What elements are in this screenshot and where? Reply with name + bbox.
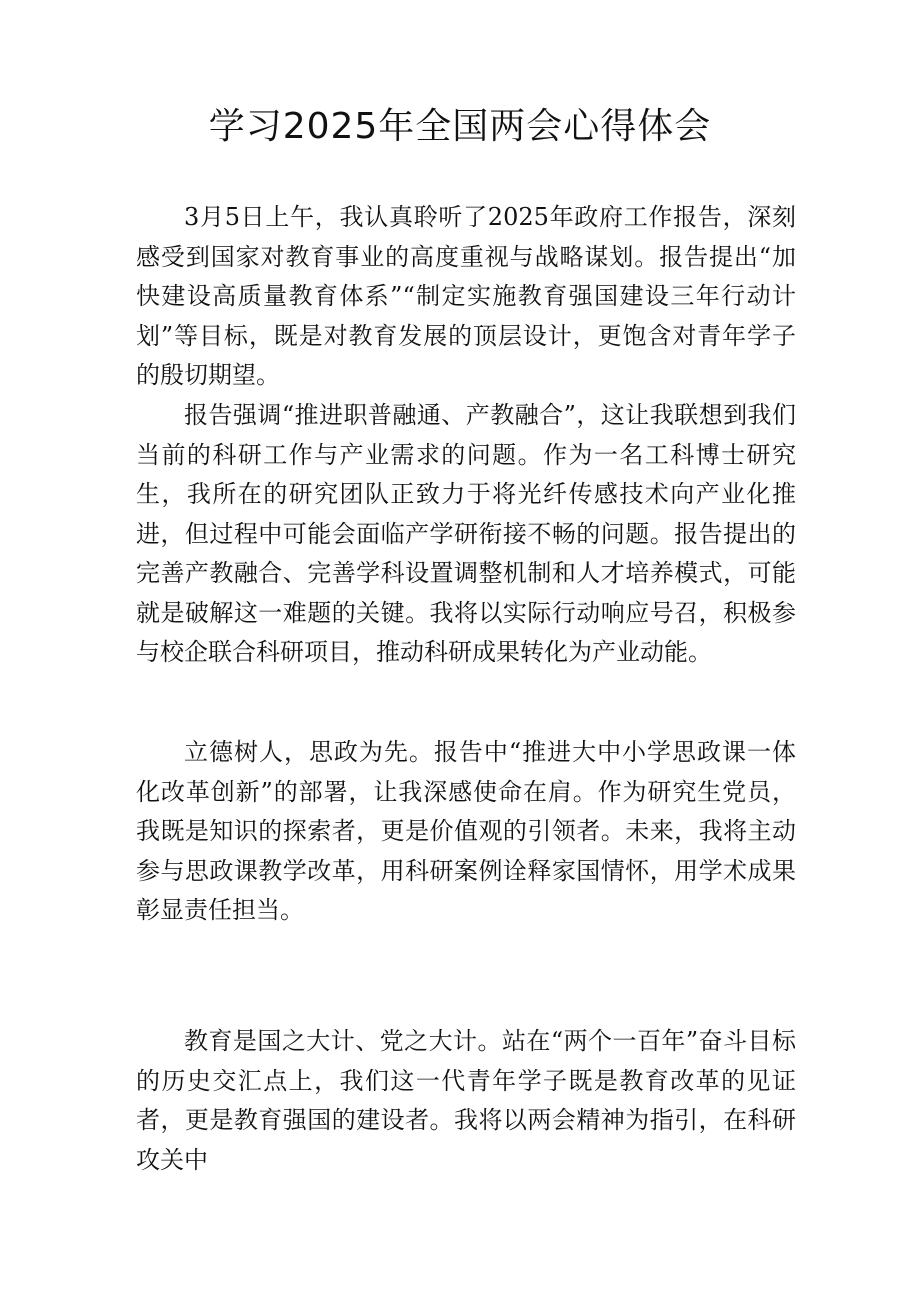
document-title: 学习2025年全国两会心得体会 (208, 106, 712, 147)
paragraph-4: 教育是国之大计、党之大计。站在“两个一百年”奋斗目标的历史交汇点上，我们这一代青年学子既是教育改革的见证者，更是教育强国的建设者。我将以两会精神为指引，在科研攻关中 (136, 1027, 796, 1174)
paragraph-2: 报告强调“推进职普融通、产教融合”，这让我联想到我们当前的科研工作与产业需求的问题。作为一名工科博士研究生，我所在的研究团队正致力于将光纤传感技术向产业化推进，但过程中可能会面临产学研衔接不畅的问题。报告提出的完善产教融合、完善学科设置调整机制和人才培养模式，可能就是破解这一难题的关键。我将以实际行动响应号召，积极参与校企联合科研项目，推动科研成果转化为产业动能。 (136, 401, 796, 666)
paragraph-3: 立德树人，思政为先。报告中“推进大中小学思政课一体化改革创新”的部署，让我深感使命在肩。作为研究生党员，我既是知识的探索者，更是价值观的引领者。未来，我将主动参与思政课教学改革，用科研案例诠释家国情怀，用学术成果彰显责任担当。 (136, 738, 796, 924)
paragraph-1: 3月5日上午，我认真聆听了2025年政府工作报告，深刻感受到国家对教育事业的高度重视与战略谋划。报告提出“加快建设高质量教育体系”“制定实施教育强国建设三年行动计划”等目标，既是对教育发展的顶层设计，更饱含对青年学子的殷切期望。 (136, 203, 796, 389)
